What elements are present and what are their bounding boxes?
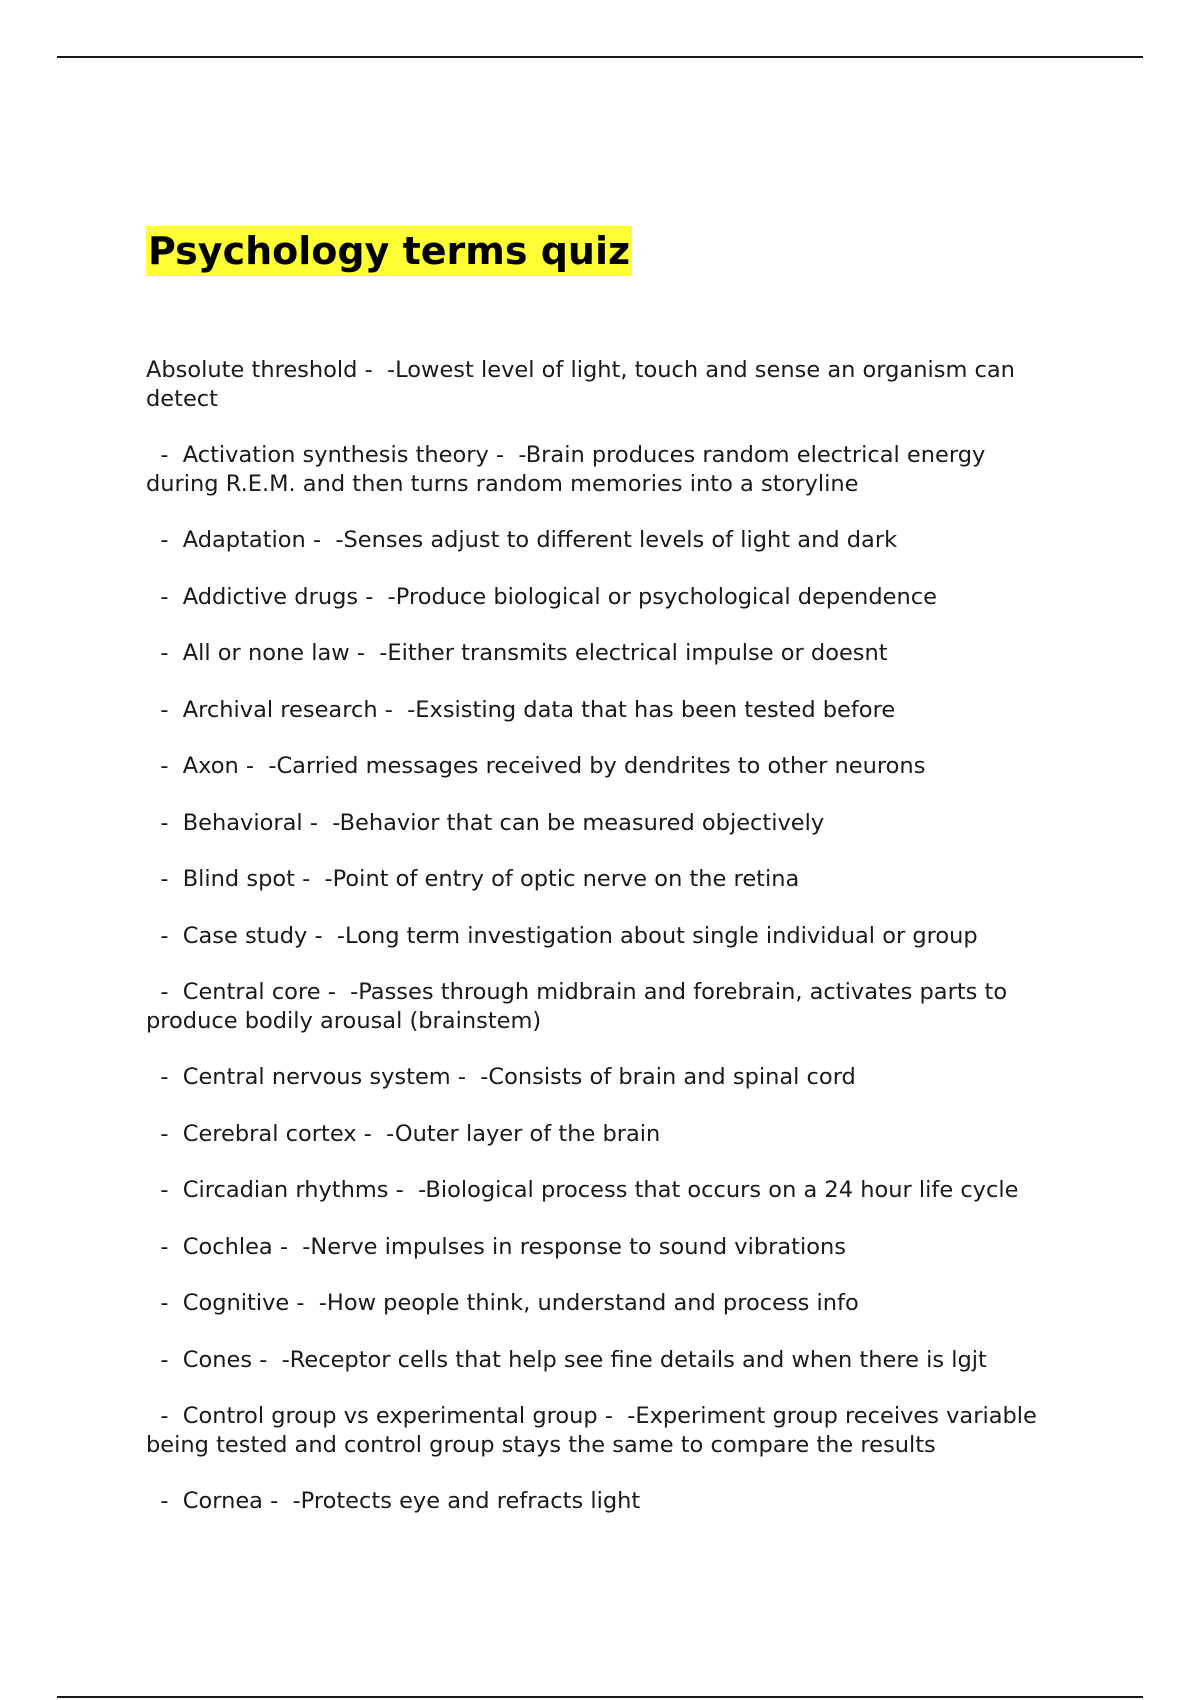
term-entry: - Circadian rhythms - -Biological process that occurs on a 24 hour life cycle: [146, 1177, 1019, 1203]
term-entry: - Control group vs experimental group - -Experiment group receives variable being tested and control group stays the same to compare the results: [146, 1403, 1045, 1458]
term-list: [146, 356, 1058, 1516]
top-rule: [57, 56, 1143, 58]
term-entry: - Cerebral cortex - -Outer layer of the brain: [146, 1120, 661, 1147]
term-entry: - Case study - -Long term investigation about single individual or group: [146, 922, 978, 949]
term-entry: - Central core - -Passes through midbrain and forebrain, activates parts to produce bodily arousal (brainstem): [146, 979, 1015, 1034]
document-body: [146, 226, 1058, 1544]
term-entry: - Adaptation - -Senses adjust to different levels of light and dark: [146, 527, 898, 553]
document-title: Psychology terms quiz: [146, 226, 632, 276]
term-entry: - Addictive drugs - -Produce biological or psychological dependence: [146, 583, 937, 610]
term-entry: Absolute threshold - -Lowest level of light, touch and sense an organism can detect: [146, 357, 1023, 412]
term-entry: - Cones - -Receptor cells that help see fine details and when there is lgjt: [146, 1346, 987, 1373]
term-entry: - All or none law - -Either transmits electrical impulse or doesnt: [146, 640, 888, 666]
term-entry: - Cochlea - -Nerve impulses in response to sound vibrations: [146, 1233, 846, 1260]
term-entry: - Blind spot - -Point of entry of optic nerve on the retina: [146, 866, 800, 892]
bottom-rule: [57, 1696, 1143, 1698]
term-entry: - Cornea - -Protects eye and refracts light: [146, 1488, 641, 1514]
term-entry: - Activation synthesis theory - -Brain produces random electrical energy during R.E.M. and then turns random memories into a storyline: [146, 442, 993, 497]
term-entry: - Behavioral - -Behavior that can be measured objectively: [146, 809, 825, 836]
term-entry: - Central nervous system - -Consists of brain and spinal cord: [146, 1064, 856, 1090]
term-entry: - Cognitive - -How people think, understand and process info: [146, 1290, 859, 1316]
term-entry: - Archival research - -Exsisting data that has been tested before: [146, 696, 896, 723]
term-entry: - Axon - -Carried messages received by dendrites to other neurons: [146, 753, 926, 779]
